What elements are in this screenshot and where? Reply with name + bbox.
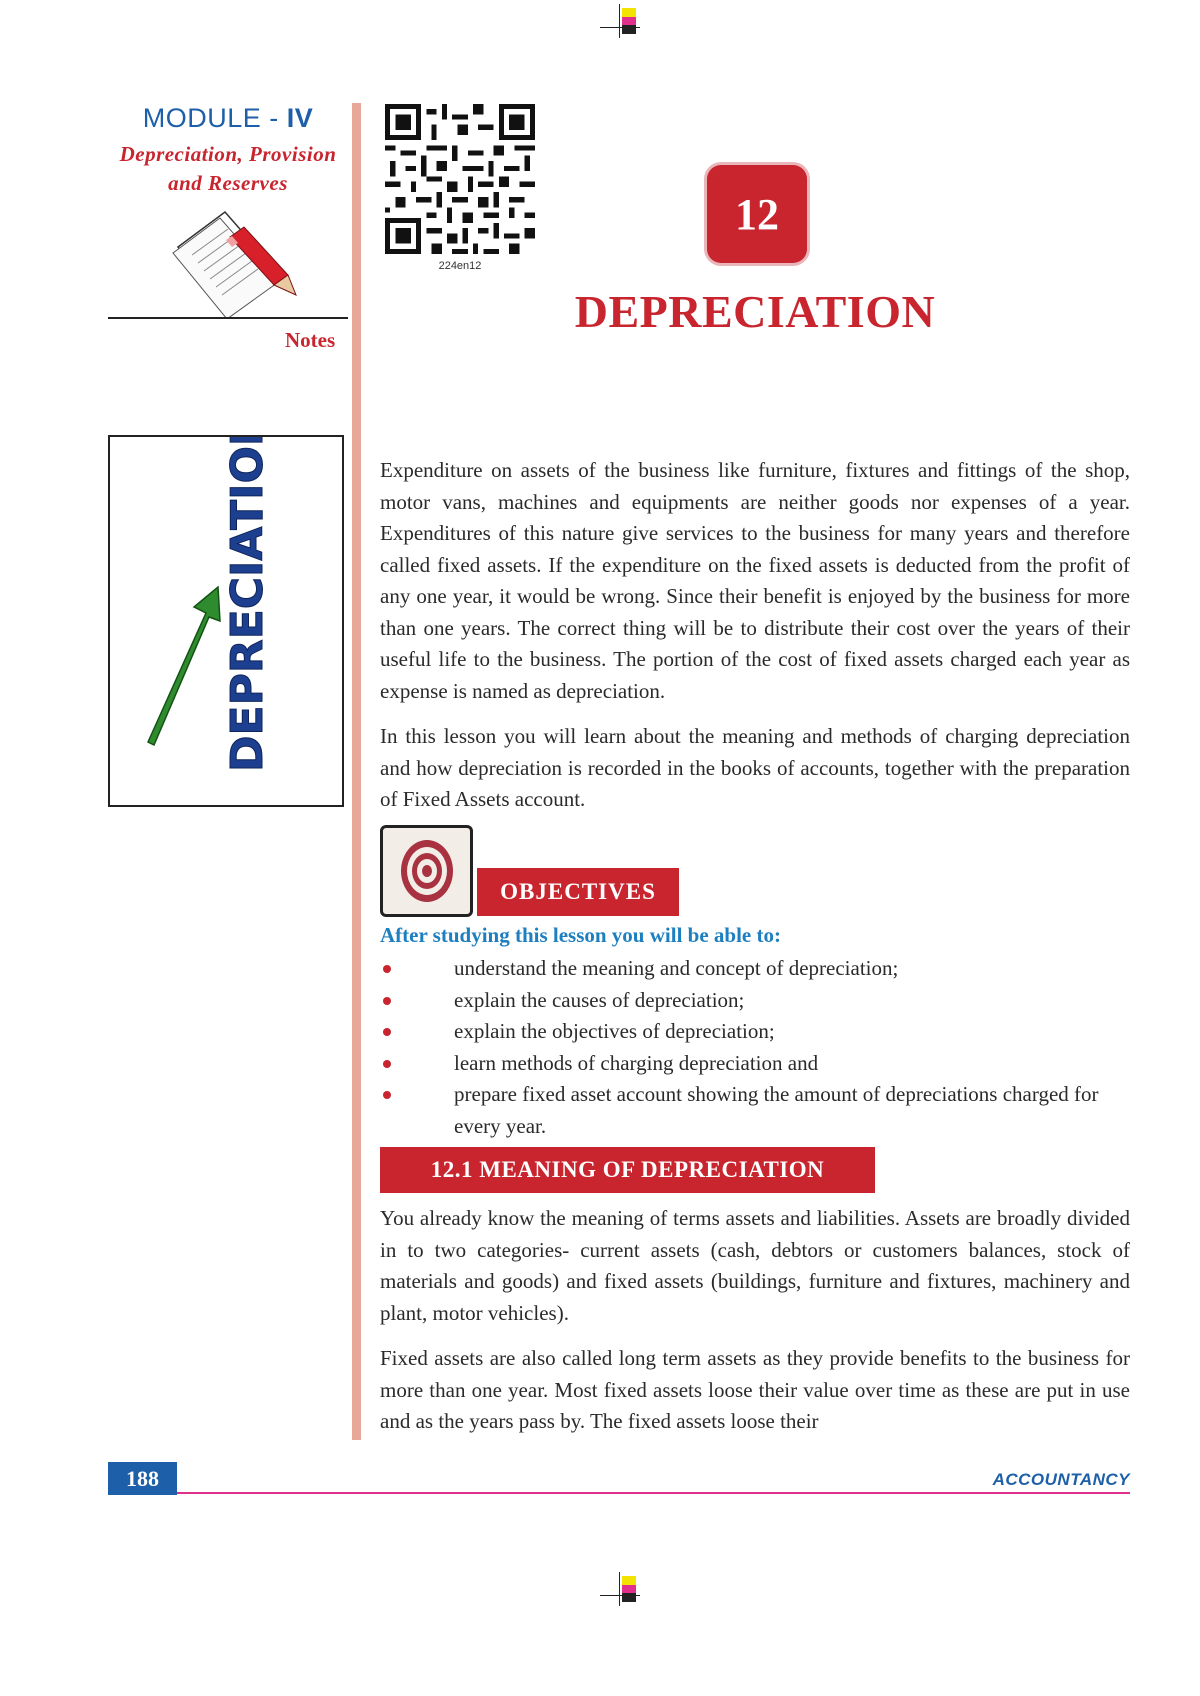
bullet-icon [383,965,391,973]
section-paragraph-2: Fixed assets are also called long term assets as they provide benefits to the business for more than one year. Most fixed assets loose their value over time as these are put in use and as the years pass by. The fixed assets loose their [380,1346,1130,1433]
list-item: learn methods of charging depreciation and [380,1048,1130,1080]
footer-subject: ACCOUNTANCY [992,1470,1130,1489]
notes-pencil-icon [170,207,300,317]
bullet-icon [383,997,391,1005]
section-paragraph-1: You already know the meaning of terms assets and liabilities. Assets are broadly divided in to two categories- current assets (cash, debtors or customers balances, stock of materials and goods) and fixed assets (buildings, furniture and fixtures, machinery and plant, motor vehicles). [380,1206,1130,1325]
module-title: MODULE - IV [142,103,314,133]
depreciation-image-text: DEPRECIATION [222,437,273,772]
objectives-list [380,953,1130,1142]
objectives-heading: OBJECTIVES [477,868,679,916]
module-header [108,103,348,198]
objectives-intro: After studying this lesson you will be able to: [380,923,781,947]
qr-code-label: 224en12 [438,260,482,272]
list-item: understand the meaning and concept of depreciation; [380,953,1130,985]
list-item: explain the causes of depreciation; [380,985,1130,1017]
intro-section [380,455,1130,816]
notes-label: Notes [285,328,336,352]
target-icon [380,825,473,917]
crop-mark-top [600,4,640,38]
margin-rule [352,103,361,1440]
depreciation-illustration [108,435,344,807]
chapter-number-badge: 12 [707,165,807,263]
crop-mark-bottom [600,1572,640,1606]
list-item: prepare fixed asset account showing the amount of depreciations charged for every year. [380,1079,1130,1142]
bullet-icon [383,1060,391,1068]
footer-rule [108,1492,1130,1494]
list-item: explain the objectives of depreciation; [380,1016,1130,1048]
intro-paragraph-1: Expenditure on assets of the business like furniture, fixtures and fittings of the shop, motor vans, machines and equipments are neither goods nor expenses of a year. Expenditures of this nature give services to the business for many years and therefore called fixed assets. If the expenditure on the fixed assets is deducted from the profit of any one year, it would be wrong. Since their benefit is enjoyed by the business for more than one years. The correct thing will be to distribute their cost over the years of their useful life to the business. The portion of the cost of fixed assets charged each year as expense is named as depreciation. [380,458,1130,703]
section-body [380,1203,1130,1438]
objectives-header [380,825,1130,920]
notes-divider [108,317,348,319]
bullet-icon [383,1028,391,1036]
qr-code-icon[interactable] [385,103,535,255]
section-heading: 12.1 MEANING OF DEPRECIATION [380,1147,875,1193]
bullet-icon [383,1091,391,1099]
module-subtitle: Depreciation, Provision and Reserves [119,142,337,195]
chapter-title: DEPRECIATION [574,286,936,337]
intro-paragraph-2: In this lesson you will learn about the meaning and methods of charging depreciation and how depreciation is recorded in the books of accounts, together with the preparation of Fixed Assets account. [380,724,1130,811]
page-number: 188 [108,1462,177,1495]
